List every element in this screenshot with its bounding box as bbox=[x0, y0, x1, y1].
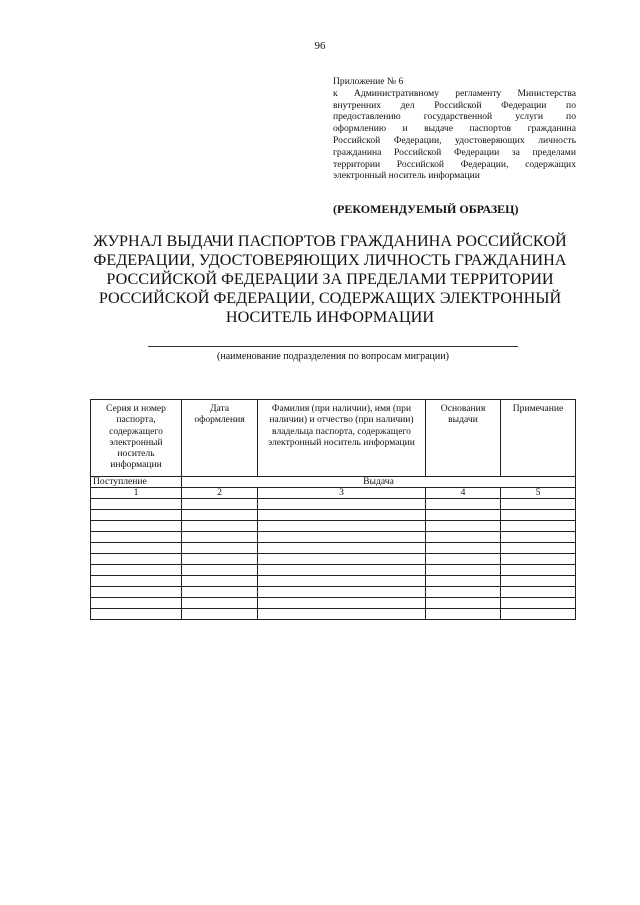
table-cell bbox=[182, 521, 258, 532]
table-cell bbox=[426, 532, 501, 543]
table-cell bbox=[258, 554, 426, 565]
table-cell bbox=[182, 565, 258, 576]
appendix-line: территории Российской Федерации, содержащих bbox=[333, 158, 576, 170]
table-cell bbox=[258, 565, 426, 576]
table-cell bbox=[426, 543, 501, 554]
table-row bbox=[91, 565, 576, 576]
title-line: ЖУРНАЛ ВЫДАЧИ ПАСПОРТОВ ГРАЖДАНИНА РОССИЙСКОЙ bbox=[93, 232, 567, 250]
column-number: 4 bbox=[426, 488, 501, 499]
table-cell bbox=[91, 598, 182, 609]
table-row bbox=[91, 576, 576, 587]
table-cell bbox=[426, 565, 501, 576]
table-row bbox=[91, 598, 576, 609]
column-number: 5 bbox=[501, 488, 576, 499]
table-cell bbox=[501, 554, 576, 565]
table-cell bbox=[426, 554, 501, 565]
table-cell bbox=[258, 587, 426, 598]
title-line: НОСИТЕЛЬ ИНФОРМАЦИИ bbox=[225, 308, 435, 326]
org-name-caption: (наименование подразделения по вопросам миграции) bbox=[217, 351, 449, 362]
appendix-line: к Административному регламенту Министерства bbox=[333, 87, 576, 99]
table-cell bbox=[91, 499, 182, 510]
table-row bbox=[91, 510, 576, 521]
table-cell bbox=[182, 510, 258, 521]
table-row bbox=[91, 532, 576, 543]
table-cell bbox=[426, 521, 501, 532]
appendix-line: гражданина Российской Федерации за пределами bbox=[333, 146, 576, 158]
appendix-line: оформлению и выдаче паспортов гражданина bbox=[333, 123, 576, 135]
table-cell bbox=[182, 554, 258, 565]
table-header-row bbox=[91, 400, 576, 477]
sample-label: (РЕКОМЕНДУЕМЫЙ ОБРАЗЕЦ) bbox=[333, 202, 519, 216]
header-issue-date: Дата оформления bbox=[182, 400, 258, 477]
appendix-line: Российской Федерации, удостоверяющих личность bbox=[333, 134, 576, 146]
table-cell bbox=[258, 510, 426, 521]
subheader-receipt: Поступление bbox=[91, 477, 182, 488]
table-cell bbox=[426, 576, 501, 587]
table-cell bbox=[501, 565, 576, 576]
appendix-line: предоставлению государственной услуги по bbox=[333, 111, 576, 123]
table-cell bbox=[501, 499, 576, 510]
table-cell bbox=[501, 543, 576, 554]
appendix-note bbox=[333, 76, 576, 182]
table-cell bbox=[501, 587, 576, 598]
table-cell bbox=[501, 510, 576, 521]
table-cell bbox=[426, 510, 501, 521]
table-cell bbox=[501, 598, 576, 609]
appendix-line: электронный носитель информации bbox=[333, 170, 480, 182]
title-line: РОССИЙСКОЙ ФЕДЕРАЦИИ, СОДЕРЖАЩИХ ЭЛЕКТРОННЫЙ bbox=[98, 289, 562, 307]
table-number-row bbox=[91, 488, 576, 499]
column-number: 1 bbox=[91, 488, 182, 499]
table-cell bbox=[258, 532, 426, 543]
journal-table bbox=[90, 399, 576, 620]
table-cell bbox=[182, 609, 258, 620]
table-cell bbox=[258, 598, 426, 609]
table-cell bbox=[258, 499, 426, 510]
table-cell bbox=[426, 587, 501, 598]
table-cell bbox=[91, 587, 182, 598]
table-cell bbox=[426, 598, 501, 609]
table-row bbox=[91, 543, 576, 554]
org-name-line bbox=[148, 346, 518, 347]
table-cell bbox=[182, 532, 258, 543]
table-cell bbox=[91, 532, 182, 543]
title-line: ФЕДЕРАЦИИ, УДОСТОВЕРЯЮЩИХ ЛИЧНОСТЬ ГРАЖДАНИНА bbox=[93, 251, 567, 269]
column-number: 2 bbox=[182, 488, 258, 499]
table-cell bbox=[501, 609, 576, 620]
table-cell bbox=[182, 587, 258, 598]
document-title bbox=[80, 232, 580, 327]
table-row bbox=[91, 521, 576, 532]
table-cell bbox=[182, 598, 258, 609]
table-cell bbox=[182, 576, 258, 587]
table-row bbox=[91, 609, 576, 620]
table-cell bbox=[182, 499, 258, 510]
table-cell bbox=[258, 609, 426, 620]
header-holder-name: Фамилия (при наличии), имя (при наличии) и отчество (при наличии) владельца паспорта, содержащего электронный носитель информации bbox=[258, 400, 426, 477]
table-cell bbox=[91, 543, 182, 554]
table-cell bbox=[258, 576, 426, 587]
table-cell bbox=[91, 609, 182, 620]
title-line: РОССИЙСКОЙ ФЕДЕРАЦИИ ЗА ПРЕДЕЛАМИ ТЕРРИТОРИИ bbox=[106, 270, 554, 288]
table-row bbox=[91, 587, 576, 598]
table-cell bbox=[91, 521, 182, 532]
header-note: Примечание bbox=[501, 400, 576, 477]
table-cell bbox=[501, 532, 576, 543]
appendix-line: внутренних дел Российской Федерации по bbox=[333, 99, 576, 111]
table-cell bbox=[182, 543, 258, 554]
table-cell bbox=[501, 576, 576, 587]
page-number: 96 bbox=[314, 40, 326, 52]
table-subheader-row bbox=[91, 477, 576, 488]
appendix-line: Приложение № 6 bbox=[333, 76, 404, 87]
table-cell bbox=[91, 576, 182, 587]
column-number: 3 bbox=[258, 488, 426, 499]
header-grounds: Основания выдачи bbox=[426, 400, 501, 477]
table-cell bbox=[91, 565, 182, 576]
header-passport-number: Серия и номер паспорта, содержащего электронный носитель информации bbox=[91, 400, 182, 477]
table-cell bbox=[501, 521, 576, 532]
table-cell bbox=[91, 554, 182, 565]
table-row bbox=[91, 554, 576, 565]
table-cell bbox=[426, 609, 501, 620]
subheader-issue: Выдача bbox=[182, 477, 576, 488]
table-row bbox=[91, 499, 576, 510]
table-cell bbox=[258, 543, 426, 554]
table-cell bbox=[426, 499, 501, 510]
table-cell bbox=[258, 521, 426, 532]
table-cell bbox=[91, 510, 182, 521]
